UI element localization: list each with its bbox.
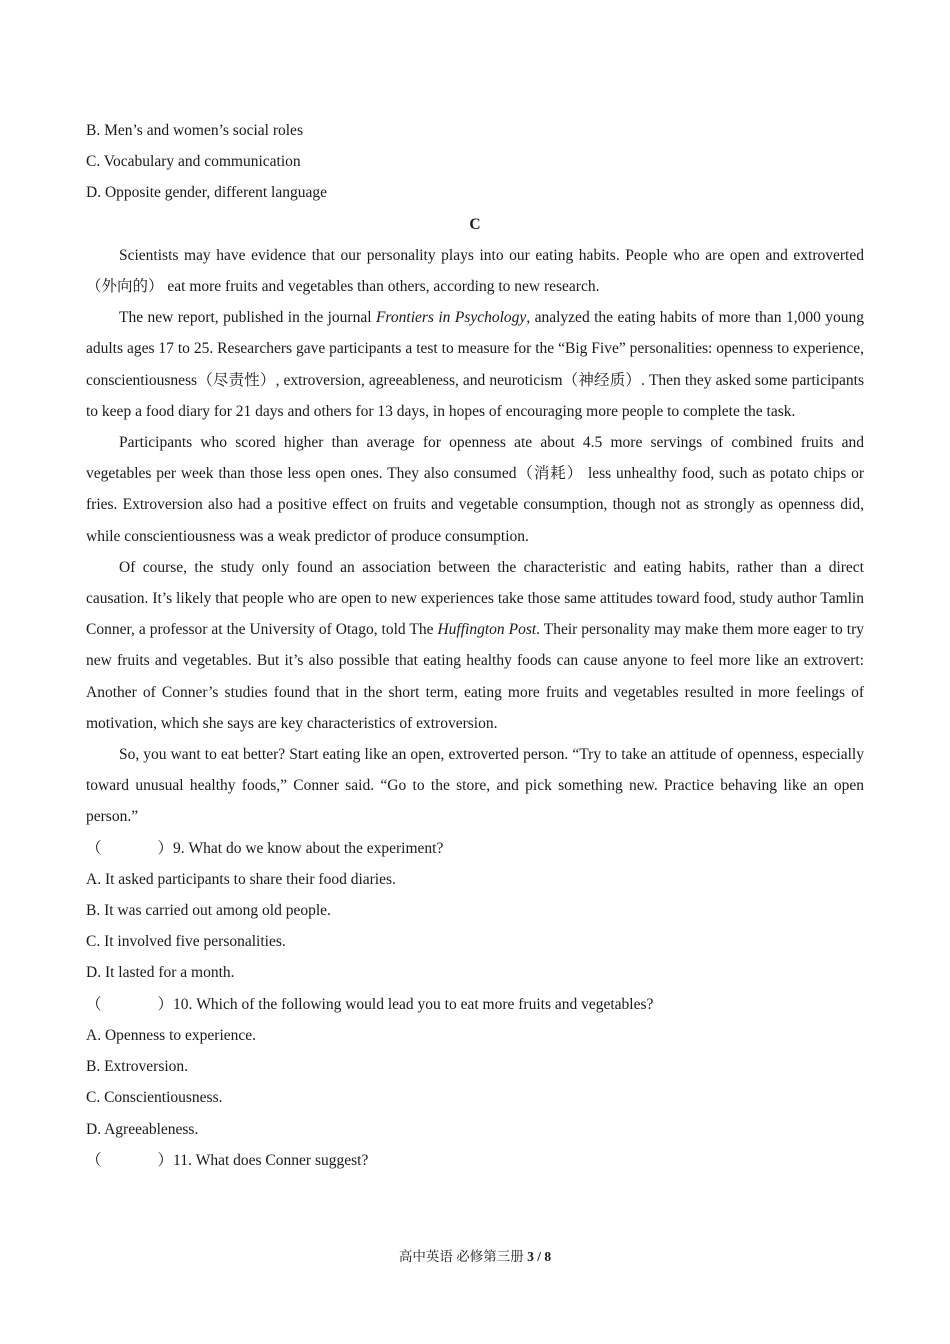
question-9 xyxy=(86,833,864,864)
paragraph-4-text-a: Of course, the study only found an association between the characteristic and eating habits, rather than a direct causation. It’s likely that people who are open to new experiences take those same attitudes toward food, study author Tamlin Conner, a professor at the University of Otago, told The xyxy=(86,558,864,639)
prev-option-c: C. Vocabulary and communication xyxy=(86,153,301,171)
passage-paragraph-2 xyxy=(86,302,864,427)
footer-label: 高中英语 必修第三册 xyxy=(398,1249,528,1264)
prev-option-b: B. Men’s and women’s social roles xyxy=(86,122,303,139)
answer-bracket-close: ） xyxy=(157,1151,174,1169)
journal-title: Frontiers in Psychology xyxy=(375,309,527,327)
question-stem: 10. Which of the following would lead you to eat more fruits and vegetables? xyxy=(173,995,654,1013)
question-stem: 9. What do we know about the experiment? xyxy=(173,839,444,857)
page-number: 3 xyxy=(527,1249,534,1264)
q10-option-d: D. Agreeableness. xyxy=(86,1120,199,1138)
q10-option-c: C. Conscientiousness. xyxy=(86,1089,223,1107)
section-heading: C xyxy=(469,215,481,233)
prev-option-d: D. Opposite gender, different language xyxy=(86,184,327,202)
question-11 xyxy=(86,1145,864,1176)
answer-bracket-close: ） xyxy=(157,995,174,1013)
answer-bracket-open: （ xyxy=(86,995,102,1013)
paragraph-4-text-b: . Their personality may make them more eager to try new fruits and vegetables. But it’s also possible that eating healthy foods can cause anyone to feel more like an extrovert: Another of Conner’s studies found that in the short term, eating more fruits and vegetables resulted in more feelings of motivation, which she says are key characteristics of extroversion. xyxy=(86,621,864,732)
document-page xyxy=(86,115,864,1176)
answer-bracket-close: ） xyxy=(157,839,174,857)
q10-option-a: A. Openness to experience. xyxy=(86,1026,257,1044)
q10-option-b: B. Extroversion. xyxy=(86,1058,189,1076)
passage-paragraph-1: Scientists may have evidence that our personality plays into our eating habits. People who are open and extroverted（外向的） eat more fruits and vegetables than others, according to new research. xyxy=(86,246,864,296)
answer-bracket-open: （ xyxy=(86,839,102,857)
page-total: 8 xyxy=(544,1249,552,1264)
passage-paragraph-5: So, you want to eat better? Start eating like an open, extroverted person. “Try to take an attitude of openness, especially toward unusual healthy foods,” Conner said. “Go to the store, and pick something new. Practice behaving like an open person.” xyxy=(86,746,864,826)
question-10 xyxy=(86,989,864,1020)
paragraph-2-text-b: , analyzed the eating habits of more than 1,000 young adults ages 17 to 25. Researchers gave participants a test to measure for the “Big Five” personalities: openness to experience, conscientiousness（尽责性）, extroversion, agreeableness, and neuroticism（神经质）. Then they asked some participants to keep a food diary for 21 days and others for 13 days, in hopes of encouraging more people to complete the task. xyxy=(86,309,865,420)
page-footer xyxy=(0,1245,950,1265)
paragraph-2-text-a: The new report, published in the journal xyxy=(119,309,376,327)
q9-option-b: B. It was carried out among old people. xyxy=(86,902,331,920)
page-separator: / xyxy=(533,1249,545,1264)
publication-title: Huffington Post xyxy=(437,621,537,639)
passage-paragraph-3: Participants who scored higher than average for openness ate about 4.5 more servings of combined fruits and vegetables per week than those less open ones. They also consumed（消耗） less unhealthy food, such as potato chips or fries. Extroversion also had a positive effect on fruits and vegetable consumption, though not as strongly as openness did, while conscientiousness was a weak predictor of produce consumption. xyxy=(86,434,864,545)
question-stem: 11. What does Conner suggest? xyxy=(173,1151,369,1169)
answer-bracket-open: （ xyxy=(86,1151,102,1169)
passage-paragraph-4 xyxy=(86,552,864,739)
q9-option-a: A. It asked participants to share their food diaries. xyxy=(86,870,396,888)
q9-option-d: D. It lasted for a month. xyxy=(86,964,235,982)
q9-option-c: C. It involved five personalities. xyxy=(86,933,286,951)
